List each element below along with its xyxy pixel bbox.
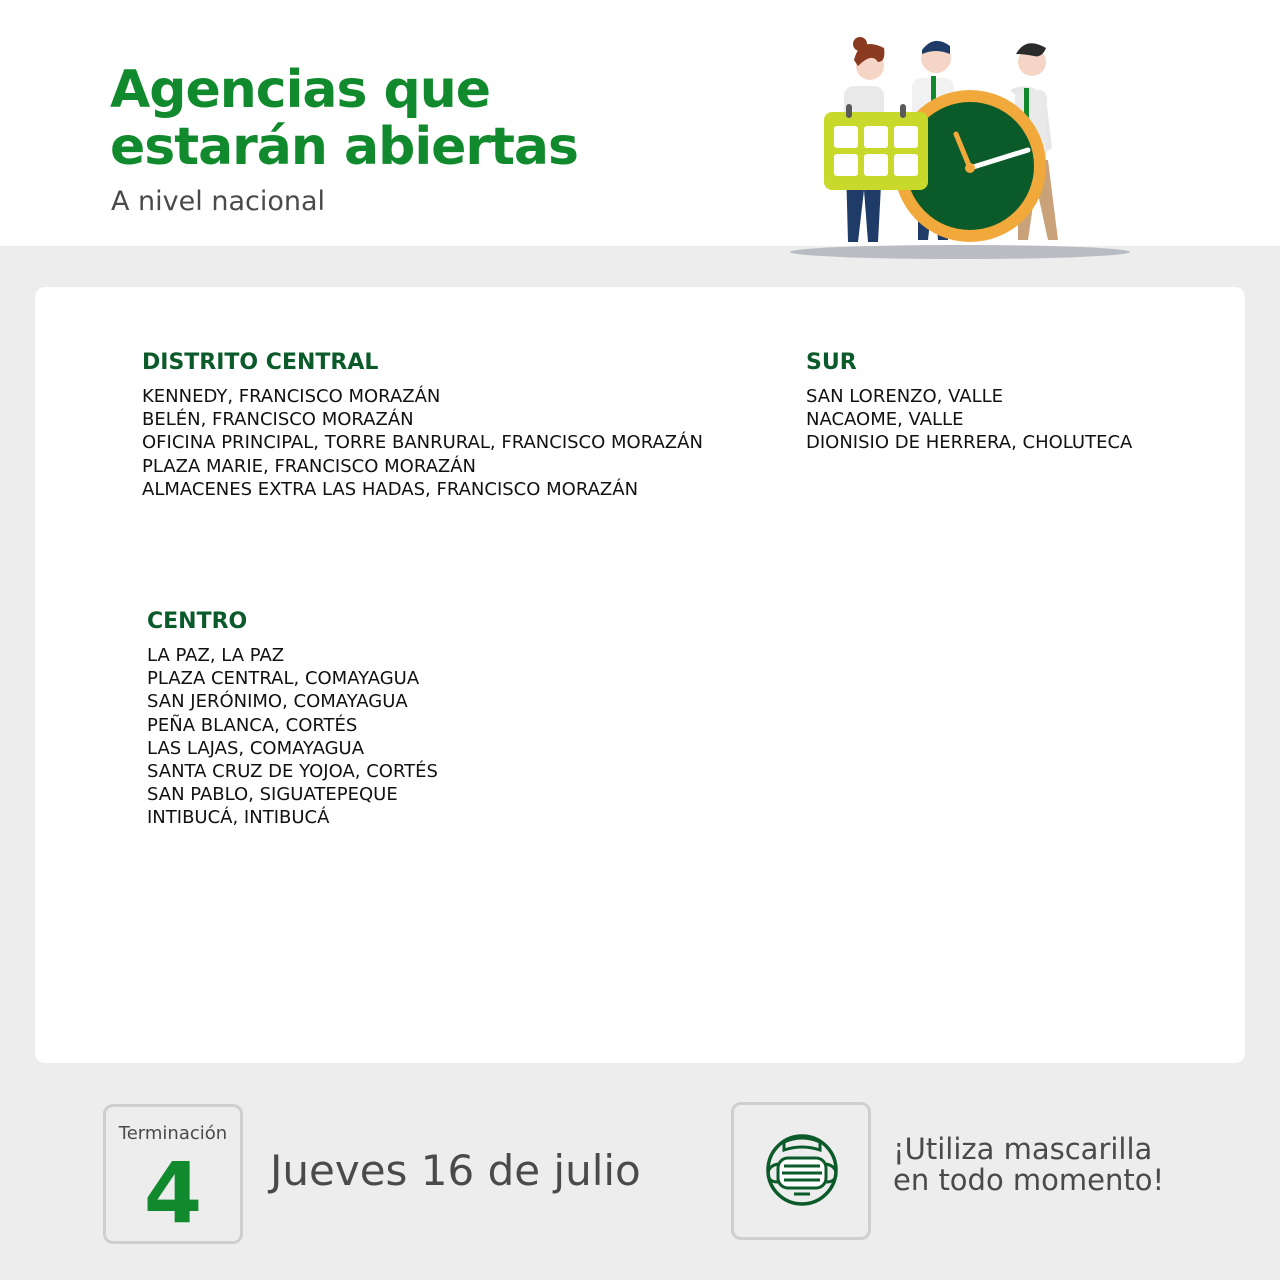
schedule-date: Jueves 16 de julio bbox=[270, 1146, 641, 1195]
agency-list bbox=[806, 385, 1132, 455]
list-item: PLAZA MARIE, FRANCISCO MORAZÁN bbox=[142, 455, 477, 477]
face-mask-icon bbox=[762, 1130, 842, 1210]
mask-reminder-line-1: ¡Utiliza mascarilla bbox=[893, 1132, 1153, 1166]
people-with-calendar-and-clock-illustration bbox=[780, 30, 1140, 265]
list-item: ALMACENES EXTRA LAS HADAS, FRANCISCO MORAZÁN bbox=[142, 478, 639, 500]
termination-number: 4 bbox=[143, 1144, 203, 1242]
title-line-2: estarán abiertas bbox=[110, 117, 578, 177]
mask-box bbox=[731, 1102, 871, 1240]
mask-reminder-line-2: en todo momento! bbox=[893, 1163, 1165, 1197]
agencies-card bbox=[35, 287, 1245, 1063]
region-distrito-central bbox=[142, 350, 703, 501]
list-item: PEÑA BLANCA, CORTÉS bbox=[147, 714, 358, 736]
list-item: SANTA CRUZ DE YOJOA, CORTÉS bbox=[147, 761, 438, 783]
termination-box bbox=[103, 1104, 243, 1244]
termination-label: Terminación bbox=[118, 1123, 228, 1144]
region-sur bbox=[806, 350, 1132, 455]
region-title: DISTRITO CENTRAL bbox=[142, 350, 379, 375]
list-item: KENNEDY, FRANCISCO MORAZÁN bbox=[142, 386, 441, 407]
list-item: INTIBUCÁ, INTIBUCÁ bbox=[147, 807, 330, 829]
list-item: OFICINA PRINCIPAL, TORRE BANRURAL, FRANCISCO MORAZÁN bbox=[142, 432, 703, 454]
list-item: SAN PABLO, SIGUATEPEQUE bbox=[147, 784, 398, 806]
agency-list bbox=[147, 644, 438, 830]
list-item: SAN LORENZO, VALLE bbox=[806, 386, 1004, 407]
title-line-1: Agencias que bbox=[110, 60, 491, 120]
list-item: NACAOME, VALLE bbox=[806, 409, 964, 431]
page-title bbox=[110, 62, 578, 176]
mask-reminder bbox=[893, 1134, 1164, 1196]
region-centro bbox=[147, 609, 438, 830]
agency-list bbox=[142, 385, 703, 501]
region-title: SUR bbox=[806, 350, 857, 375]
list-item: BELÉN, FRANCISCO MORAZÁN bbox=[142, 409, 414, 431]
list-item: LA PAZ, LA PAZ bbox=[147, 645, 285, 666]
list-item: SAN JERÓNIMO, COMAYAGUA bbox=[147, 691, 408, 713]
list-item: LAS LAJAS, COMAYAGUA bbox=[147, 737, 365, 759]
region-title: CENTRO bbox=[147, 609, 248, 634]
list-item: DIONISIO DE HERRERA, CHOLUTECA bbox=[806, 432, 1133, 454]
page-subtitle: A nivel nacional bbox=[111, 186, 326, 217]
list-item: PLAZA CENTRAL, COMAYAGUA bbox=[147, 668, 420, 690]
